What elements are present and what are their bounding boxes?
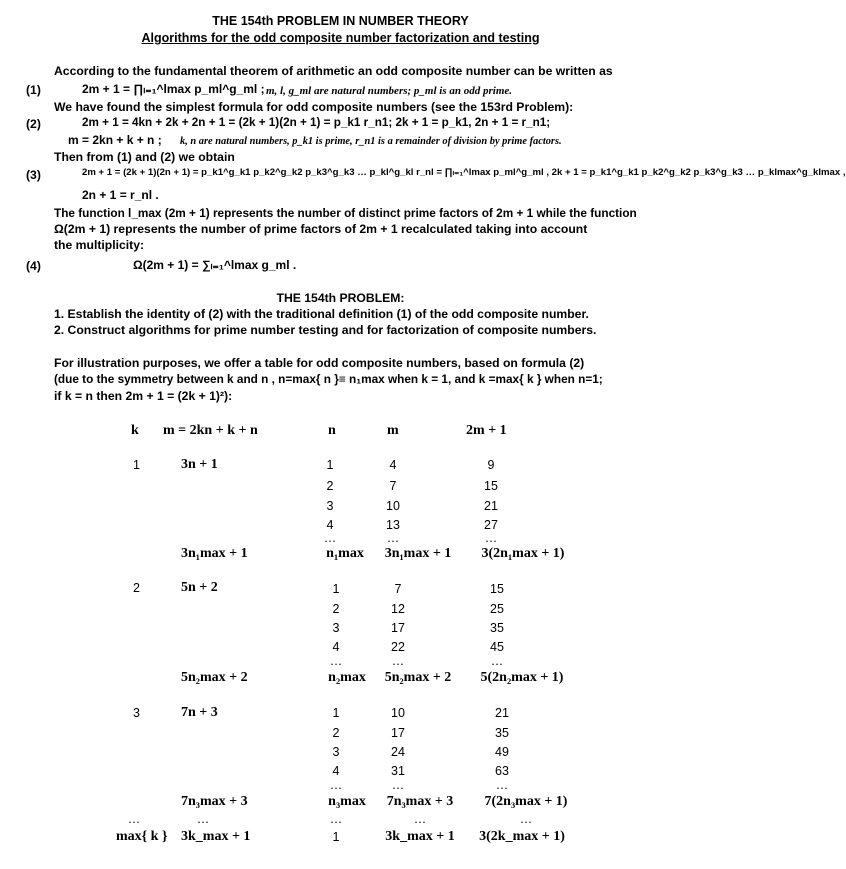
table-ellipsis: …	[484, 531, 498, 545]
illustration-line-2: (due to the symmetry between k and n , n=max{ n }≡ n₁max when k = 1, and k =max{ k } when n=1;	[54, 372, 603, 386]
group-3-max-formula: 7n₃max + 3	[181, 794, 248, 809]
final-k: max{ k }	[116, 829, 168, 844]
final-formula: 3k_max + 1	[181, 829, 251, 844]
final-value: 3(2k_max + 1)	[479, 829, 565, 844]
table-cell: 3	[326, 499, 334, 513]
table-cell: 35	[490, 621, 504, 635]
table-header-m-formula: m = 2kn + k + n	[163, 423, 258, 438]
group-2-max-formula: 5n₂max + 2	[181, 670, 248, 685]
table-cell: 3	[332, 745, 340, 759]
illustration-line-3: if k = n then 2m + 1 = (2k + 1)²):	[54, 389, 233, 403]
table-cell: 1	[326, 458, 334, 472]
table-header-n: n	[328, 423, 336, 438]
table-cell: 4	[332, 764, 340, 778]
table-cell: 2	[326, 479, 334, 493]
equation-3: 2m + 1 = (2k + 1)(2n + 1) = p_k1^g_k1 p_k2^g_k2 p_k3^g_k3 … p_kl^g_kl r_nl = ∏ₗ₌₁^lmax p_ml^g_ml , 2k + 1 = p_k1^g_k1 p_k2^g_k2 p_k3^g_k3 … p_klmax^g_klmax ,	[82, 167, 846, 178]
table-ellipsis: …	[323, 531, 337, 545]
table-cell: 63	[495, 764, 509, 778]
intro-paragraph-4c: the multiplicity:	[54, 238, 145, 252]
table-cell: 10	[386, 499, 400, 513]
group-2-max-value: 5(2n₂max + 1)	[480, 670, 564, 685]
table-ellipsis: …	[519, 812, 533, 826]
intro-paragraph-3: Then from (1) and (2) we obtain	[54, 150, 235, 164]
group-2-k: 2	[133, 581, 140, 595]
table-cell: 49	[495, 745, 509, 759]
table-ellipsis: …	[495, 778, 509, 792]
group-3-max-n: n₃max	[328, 794, 366, 809]
group-3-formula: 7n + 3	[181, 705, 218, 720]
table-cell: 17	[391, 621, 405, 635]
equation-1: 2m + 1 = ∏ₗ₌₁^lmax p_ml^g_ml ;	[82, 82, 265, 96]
table-ellipsis: …	[413, 812, 427, 826]
table-ellipsis: …	[386, 531, 400, 545]
table-cell: 15	[490, 582, 504, 596]
table-cell: 13	[386, 518, 400, 532]
group-3-max-m: 7n₃max + 3	[386, 794, 454, 809]
table-cell: 35	[495, 726, 509, 740]
table-cell: 7	[389, 479, 397, 493]
problem-item-1: 1. Establish the identity of (2) with the traditional definition (1) of the odd composite number.	[54, 307, 589, 321]
table-header-2m1: 2m + 1	[466, 423, 507, 438]
equation-3b: 2n + 1 = r_nl .	[82, 188, 159, 202]
problem-item-2: 2. Construct algorithms for prime number testing and for factorization of composite numbers.	[54, 323, 597, 337]
equation-label-2: (2)	[26, 117, 41, 131]
table-ellipsis: …	[490, 654, 504, 668]
table-ellipsis: …	[196, 812, 210, 826]
table-cell: 4	[389, 458, 397, 472]
table-cell: 25	[490, 602, 504, 616]
group-2-max-n: n₂max	[328, 670, 366, 685]
page-title: THE 154th PROBLEM IN NUMBER THEORY	[212, 14, 469, 28]
group-1-max-value: 3(2n₁max + 1)	[481, 546, 565, 561]
table-cell: 15	[484, 479, 498, 493]
table-cell: 24	[391, 745, 405, 759]
table-cell: 21	[484, 499, 498, 513]
intro-paragraph-4a: The function l_max (2m + 1) represents the number of distinct prime factors of 2m + 1 while the function	[54, 206, 637, 220]
table-cell: 27	[484, 518, 498, 532]
group-2-formula: 5n + 2	[181, 580, 218, 595]
table-cell: 9	[487, 458, 495, 472]
equation-label-4: (4)	[26, 259, 41, 273]
table-cell: 10	[391, 706, 405, 720]
table-cell: 2	[332, 602, 340, 616]
equation-label-3: (3)	[26, 168, 41, 182]
table-cell: 4	[332, 640, 340, 654]
equation-1-note: m, l, g_ml are natural numbers; p_ml is an odd prime.	[266, 85, 513, 97]
table-cell: 45	[490, 640, 504, 654]
group-1-k: 1	[133, 458, 140, 472]
table-cell: 1	[332, 582, 340, 596]
table-cell: 17	[391, 726, 405, 740]
group-2-max-m: 5n₂max + 2	[384, 670, 452, 685]
page-subtitle: Algorithms for the odd composite number factorization and testing	[141, 31, 540, 45]
table-cell: 12	[391, 602, 405, 616]
equation-4: Ω(2m + 1) = ∑ₗ₌₁^lmax g_ml .	[133, 258, 297, 272]
table-ellipsis: …	[329, 812, 343, 826]
group-1-formula: 3n + 1	[181, 457, 218, 472]
table-ellipsis: …	[329, 778, 343, 792]
table-cell: 22	[391, 640, 405, 654]
intro-paragraph-1: According to the fundamental theorem of arithmetic an odd composite number can be written as	[54, 64, 613, 78]
table-ellipsis: …	[127, 812, 141, 826]
equation-2b: m = 2kn + k + n ;	[68, 133, 162, 147]
table-cell: 21	[495, 706, 509, 720]
intro-paragraph-2: We have found the simplest formula for odd composite numbers (see the 153rd Problem):	[54, 100, 574, 114]
equation-2: 2m + 1 = 4kn + 2k + 2n + 1 = (2k + 1)(2n + 1) = p_k1 r_n1; 2k + 1 = p_k1, 2n + 1 = r_n1;	[82, 116, 551, 129]
table-header-m: m	[387, 423, 399, 438]
equation-label-1: (1)	[26, 83, 41, 97]
problem-heading: THE 154th PROBLEM:	[276, 291, 405, 305]
table-cell: 1	[332, 706, 340, 720]
final-m: 3k_max + 1	[385, 829, 455, 844]
table-ellipsis: …	[391, 654, 405, 668]
table-cell: 4	[326, 518, 334, 532]
illustration-line-1: For illustration purposes, we offer a table for odd composite numbers, based on formula (2)	[54, 356, 585, 370]
table-cell: 2	[332, 726, 340, 740]
group-3-max-value: 7(2n₃max + 1)	[484, 794, 568, 809]
intro-paragraph-4b: Ω(2m + 1) represents the number of prime factors of 2m + 1 recalculated taking into account	[54, 222, 588, 236]
table-cell: 7	[394, 582, 402, 596]
final-n: 1	[332, 830, 340, 844]
equation-2b-note: k, n are natural numbers, p_k1 is prime, r_n1 is a remainder of division by prime factors.	[180, 136, 562, 147]
table-ellipsis: …	[391, 778, 405, 792]
table-cell: 31	[391, 764, 405, 778]
table-header-k: k	[131, 423, 139, 438]
table-ellipsis: …	[329, 654, 343, 668]
group-1-max-m: 3n₁max + 1	[384, 546, 452, 561]
group-1-max-n: n₁max	[326, 546, 364, 561]
table-cell: 3	[332, 621, 340, 635]
group-1-max-formula: 3n₁max + 1	[181, 546, 248, 561]
group-3-k: 3	[133, 706, 140, 720]
